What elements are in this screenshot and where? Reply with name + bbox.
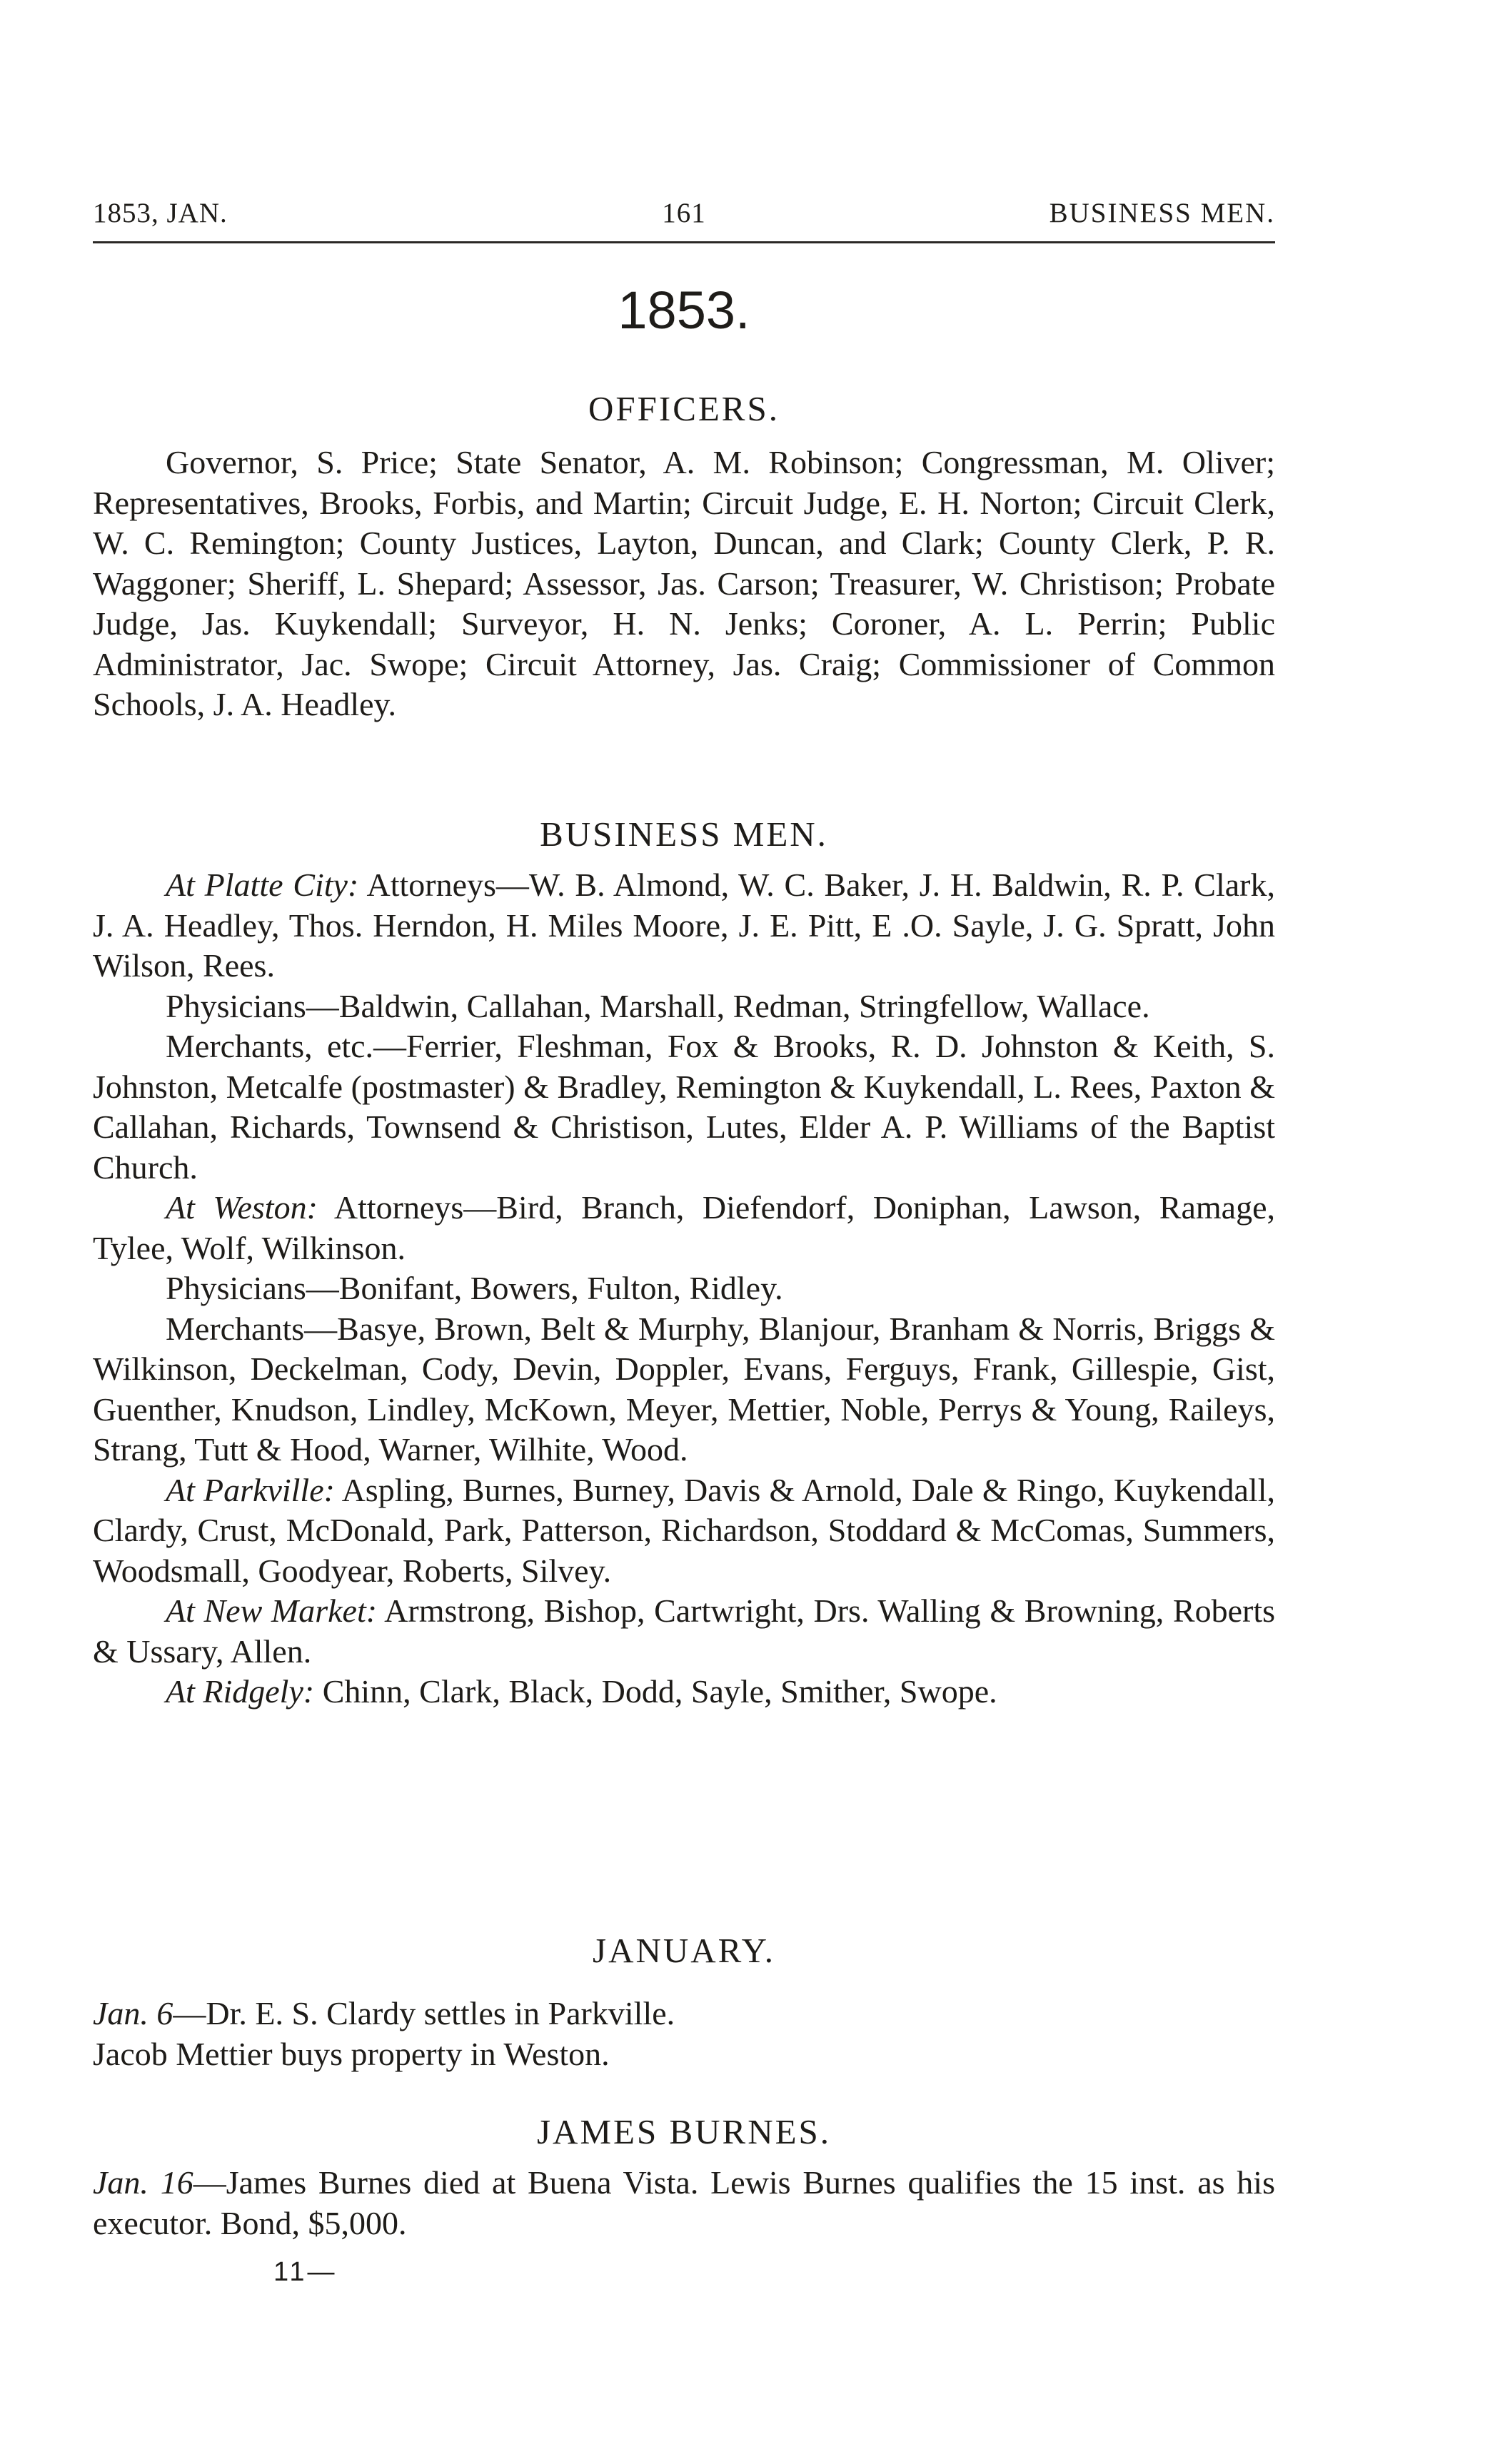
header-rule	[93, 241, 1275, 243]
new-market-entry	[93, 1591, 1275, 1672]
parkville-text: Aspling, Burnes, Burney, Davis & Arnold, Dale & Ringo, Kuykendall, Clardy, Crust, McDonald, Park, Patterson, Richardson, Stoddard & McComas, Summers, Woodsmall, Goodyear, Roberts, Silvey.	[93, 1471, 1275, 1589]
officers-paragraph: Governor, S. Price; State Senator, A. M. Robinson; Congressman, M. Oliver; Representatives, Brooks, Forbis, and Martin; Circuit Judge, E. H. Norton; Circuit Clerk, W. C. Remington; County Justices, Layton, Duncan, and Clark; County Clerk, P. R. Waggoner; Sheriff, L. Shepard; Assessor, Jas. Carson; Treasurer, W. Christison; Probate Judge, Jas. Kuykendall; Surveyor, H. N. Jenks; Coroner, A. L. Perrin; Public Administrator, Jac. Swope; Circuit Attorney, Jas. Craig; Commissioner of Common Schools, J. A. Headley.	[93, 444, 1275, 722]
weston-lead: At Weston:	[166, 1189, 318, 1226]
running-head	[93, 197, 1275, 237]
jan-16-date: Jan. 16	[93, 2164, 193, 2201]
james-burnes-heading: JAMES BURNES.	[536, 2112, 832, 2151]
platte-city-merchants: Merchants, etc.—Ferrier, Fleshman, Fox & Brooks, R. D. Johnston & Keith, S. Johnston, Metcalfe (postmaster) & Bradley, Remington & Kuykendall, L. Rees, Paxton & Callahan, Richards, Townsend & Christison, Lutes, Elder A. P. Williams of the Baptist Church.	[93, 1028, 1275, 1186]
ridgely-text: Chinn, Clark, Black, Dodd, Sayle, Smither, Swope.	[314, 1673, 997, 1710]
platte-city-physicians: Physicians—Baldwin, Callahan, Marshall, Redman, Stringfellow, Wallace.	[166, 987, 1150, 1024]
january-section	[93, 1994, 1275, 2074]
jan-16-text: —James Burnes died at Buena Vista. Lewis Burnes qualifies the 15 inst. as his executor. Bond, $5,000.	[93, 2164, 1275, 2241]
parkville-lead: At Parkville:	[166, 1471, 335, 1508]
page-number: 161	[662, 198, 706, 228]
new-market-lead: At New Market:	[166, 1592, 378, 1629]
officers-heading: OFFICERS.	[588, 389, 780, 428]
business-men-heading: BUSINESS MEN.	[540, 814, 828, 854]
jan-6-text: —Dr. E. S. Clardy settles in Parkville.	[173, 1995, 675, 2031]
weston-attorneys-text: Attorneys—Bird, Branch, Diefendorf, Doniphan, Lawson, Ramage, Tylee, Wolf, Wilkinson.	[93, 1189, 1275, 1266]
january-heading: JANUARY.	[593, 1931, 775, 1970]
running-head-date: 1853, JAN.	[93, 198, 228, 228]
jan-6-date: Jan. 6	[93, 1995, 173, 2031]
jan-16-entry	[93, 2163, 1275, 2243]
ridgely-lead: At Ridgely:	[166, 1673, 315, 1710]
officers-section	[93, 443, 1275, 725]
weston-attorneys	[93, 1188, 1275, 1268]
new-market-text: Armstrong, Bishop, Cartwright, Drs. Walling & Browning, Roberts & Ussary, Allen.	[93, 1592, 1276, 1670]
signature-mark: 11—	[273, 2257, 338, 2287]
james-burnes-section	[93, 2163, 1275, 2243]
january-entry-1	[93, 1994, 1275, 2034]
platte-city-lead: At Platte City:	[166, 867, 359, 903]
business-men-section	[93, 865, 1275, 1712]
weston-merchants: Merchants—Basye, Brown, Belt & Murphy, Blanjour, Branham & Norris, Briggs & Wilkinson, Deckelman, Cody, Devin, Doppler, Evans, Ferguys, Frank, Gillespie, Gist, Guenther, Knudson, Lindley, McKown, Meyer, Mettier, Noble, Perrys & Young, Raileys, Strang, Tutt & Hood, Warner, Wilhite, Wood.	[93, 1310, 1275, 1468]
year-heading: 1853.	[618, 281, 750, 340]
running-head-title: BUSINESS MEN.	[1049, 198, 1275, 228]
platte-city-attorneys-text: Attorneys—W. B. Almond, W. C. Baker, J. H. Baldwin, R. P. Clark, J. A. Headley, Thos. Herndon, H. Miles Moore, J. E. Pitt, E .O. Sayle, J. G. Spratt, John Wilson, Rees.	[93, 867, 1276, 984]
ridgely-entry	[93, 1672, 1275, 1712]
weston-physicians: Physicians—Bonifant, Bowers, Fulton, Ridley.	[166, 1270, 783, 1306]
platte-city-attorneys	[93, 865, 1275, 986]
january-entry-2: Jacob Mettier buys property in Weston.	[93, 2035, 610, 2072]
parkville-entry	[93, 1470, 1275, 1592]
